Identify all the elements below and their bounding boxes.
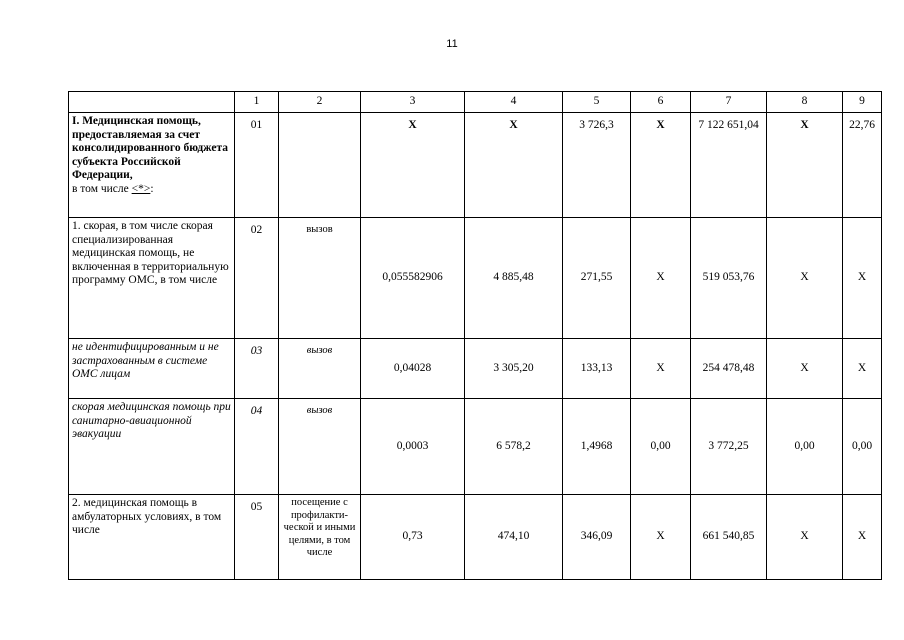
- cell-col5: 1,4968: [563, 399, 631, 495]
- cell-col5: 346,09: [563, 495, 631, 580]
- cell-col9: X: [843, 218, 882, 339]
- cell-col4: 4 885,48: [465, 218, 563, 339]
- cell-col7: 7 122 651,04: [691, 113, 767, 218]
- cell-col6: 0,00: [631, 399, 691, 495]
- cell-col8: X: [767, 113, 843, 218]
- row-name-cell: [69, 113, 235, 218]
- cell-col8: X: [767, 495, 843, 580]
- cell-col3: 0,0003: [361, 399, 465, 495]
- cell-col6: X: [631, 113, 691, 218]
- footnote-link[interactable]: <*>: [131, 182, 151, 195]
- row-code: 03: [235, 339, 279, 399]
- cell-col4: 474,10: [465, 495, 563, 580]
- row-name: 2. медицинская помощь в амбулаторных условиях, в том числе: [69, 495, 235, 580]
- header-row: [69, 92, 882, 113]
- cell-col3: 0,04028: [361, 339, 465, 399]
- financing-table: [68, 91, 882, 580]
- cell-col7: 661 540,85: [691, 495, 767, 580]
- row-code: 05: [235, 495, 279, 580]
- cell-col7: 519 053,76: [691, 218, 767, 339]
- table-row: [69, 113, 882, 218]
- row-name-tail: :: [150, 182, 154, 195]
- header-cell: 8: [767, 92, 843, 113]
- table-row: [69, 218, 882, 339]
- header-cell: 9: [843, 92, 882, 113]
- cell-col5: 133,13: [563, 339, 631, 399]
- cell-col4: 3 305,20: [465, 339, 563, 399]
- header-cell: 5: [563, 92, 631, 113]
- cell-col5: 3 726,3: [563, 113, 631, 218]
- header-cell: 1: [235, 92, 279, 113]
- page-number: 11: [446, 38, 458, 50]
- row-code: 04: [235, 399, 279, 495]
- row-unit: вызов: [279, 339, 361, 399]
- header-cell: 2: [279, 92, 361, 113]
- row-name: не идентифицированным и не застрахованным в системе ОМС лицам: [69, 339, 235, 399]
- cell-col6: X: [631, 218, 691, 339]
- header-cell: 7: [691, 92, 767, 113]
- row-unit: [279, 113, 361, 218]
- cell-col3: 0,055582906: [361, 218, 465, 339]
- cell-col9: X: [843, 495, 882, 580]
- header-cell: [69, 92, 235, 113]
- header-cell: 4: [465, 92, 563, 113]
- cell-col7: 254 478,48: [691, 339, 767, 399]
- cell-col3: 0,73: [361, 495, 465, 580]
- cell-col4: X: [465, 113, 563, 218]
- cell-col6: X: [631, 495, 691, 580]
- cell-col9: X: [843, 339, 882, 399]
- row-unit: вызов: [279, 399, 361, 495]
- row-code: 02: [235, 218, 279, 339]
- cell-col8: 0,00: [767, 399, 843, 495]
- table-row: [69, 399, 882, 495]
- cell-col5: 271,55: [563, 218, 631, 339]
- cell-col7: 3 772,25: [691, 399, 767, 495]
- row-unit: вызов: [279, 218, 361, 339]
- cell-col9: 0,00: [843, 399, 882, 495]
- cell-col4: 6 578,2: [465, 399, 563, 495]
- header-cell: 3: [361, 92, 465, 113]
- row-name-suffix: в том числе: [72, 182, 129, 195]
- row-name-bold: I. Медицинская помощь, предоставляемая за счет консолидированного бюджета субъекта Российской Федерации,: [72, 115, 228, 181]
- row-name: 1. скорая, в том числе скорая специализированная медицинская помощь, не включенная в территориальную программу ОМС, в том числе: [69, 218, 235, 339]
- table-row: [69, 339, 882, 399]
- cell-col8: X: [767, 339, 843, 399]
- cell-col6: X: [631, 339, 691, 399]
- row-unit: посещение с профилакти-ческой и иными целями, в том числе: [279, 495, 361, 580]
- cell-col9: 22,76: [843, 113, 882, 218]
- header-cell: 6: [631, 92, 691, 113]
- cell-col8: X: [767, 218, 843, 339]
- row-code: 01: [235, 113, 279, 218]
- row-name: скорая медицинская помощь при санитарно-авиационной эвакуации: [69, 399, 235, 495]
- cell-col3: X: [361, 113, 465, 218]
- table-row: [69, 495, 882, 580]
